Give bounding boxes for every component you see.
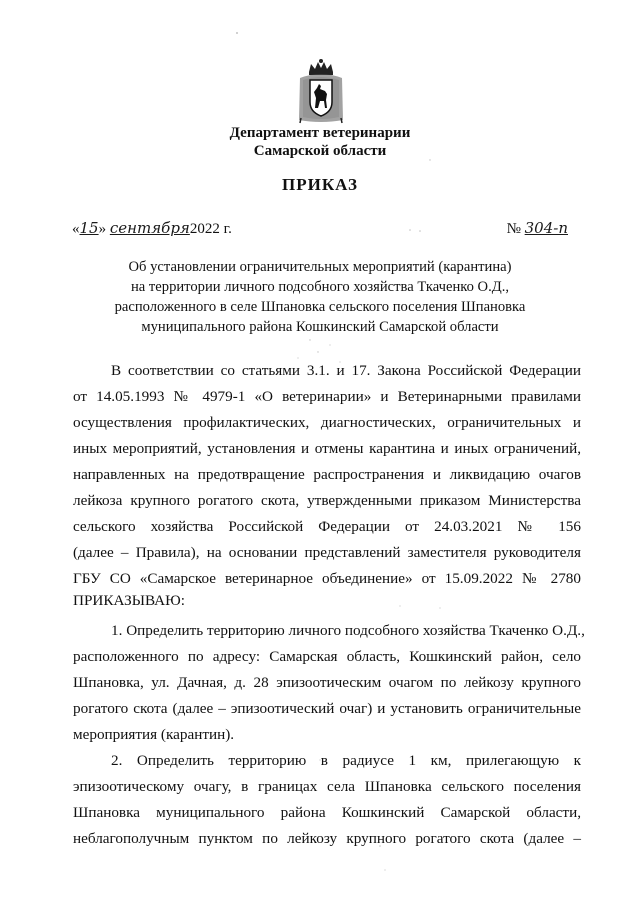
body-line: рогатого скота (далее – эпизоотический очаг) и установить ограничительные	[73, 700, 581, 717]
department-name-line2: Самарской области	[253, 143, 387, 159]
body-line: (далее – Правила), на основании представлений заместителя руководителя	[73, 544, 581, 561]
body-line: Шпановка, ул. Дачная, д. 28 эпизоотическим очагом по лейкозу крупного	[73, 674, 581, 691]
subject-line: расположенного в селе Шпановка сельского поселения Шпановка	[114, 299, 526, 315]
subject-line: Об установлении ограничительных мероприятий (карантина)	[128, 259, 512, 275]
body-line: осуществления профилактических, диагностических, ограничительных и	[73, 414, 581, 431]
document-title: ПРИКАЗ	[282, 175, 358, 194]
department-name-line1: Департамент ветеринарии	[229, 125, 411, 141]
date-year: 2022 г.	[189, 221, 232, 237]
body-line: ГБУ СО «Самарское ветеринарное объединение» от 15.09.2022 № 2780	[73, 570, 581, 587]
body-line: мероприятия (карантин).	[73, 726, 235, 743]
subject-line: муниципального района Кошкинский Самарской области	[141, 319, 499, 335]
body-line: иных мероприятий, установления и отмены карантина и иных ограничений,	[73, 440, 581, 457]
body-line: расположенного по адресу: Самарская область, Кошкинский район, село	[73, 648, 581, 665]
number-sign: №	[506, 221, 521, 237]
body-line: 2. Определить территорию в радиусе 1 км, прилегающую к	[111, 752, 581, 769]
date-month-handwritten: сентября	[109, 219, 190, 237]
body-line: неблагополучным пунктом по лейкозу крупного рогатого скота (далее –	[73, 830, 581, 847]
body-line: сельского хозяйства Российской Федерации от 24.03.2021 № 156	[73, 518, 581, 535]
body-line: от 14.05.1993 № 4979-1 «О ветеринарии» и Ветеринарными правилами	[73, 388, 581, 405]
body-line: 1. Определить территорию личного подсобного хозяйства Ткаченко О.Д.,	[111, 622, 585, 639]
body-line: В соответствии со статьями 3.1. и 17. Закона Российской Федерации	[111, 362, 581, 379]
date-day-handwritten: 15	[79, 219, 99, 237]
subject-line: на территории личного подсобного хозяйства Ткаченко О.Д.,	[130, 279, 509, 295]
date-quote-open: «	[72, 221, 80, 237]
body-line: эпизоотическому очагу, в границах села Шпановка сельского поселения	[73, 778, 581, 795]
body-line-command: ПРИКАЗЫВАЮ:	[73, 592, 185, 609]
body-line: лейкоза крупного рогатого скота, утвержденными приказом Министерства	[73, 492, 581, 509]
body-line: Шпановка муниципального района Кошкинский Самарской области,	[73, 804, 581, 821]
body-line: направленных на предотвращение распространения и ликвидацию очагов	[73, 466, 581, 483]
number-handwritten: 304-п	[524, 219, 568, 237]
date-quote-close: »	[98, 221, 107, 237]
